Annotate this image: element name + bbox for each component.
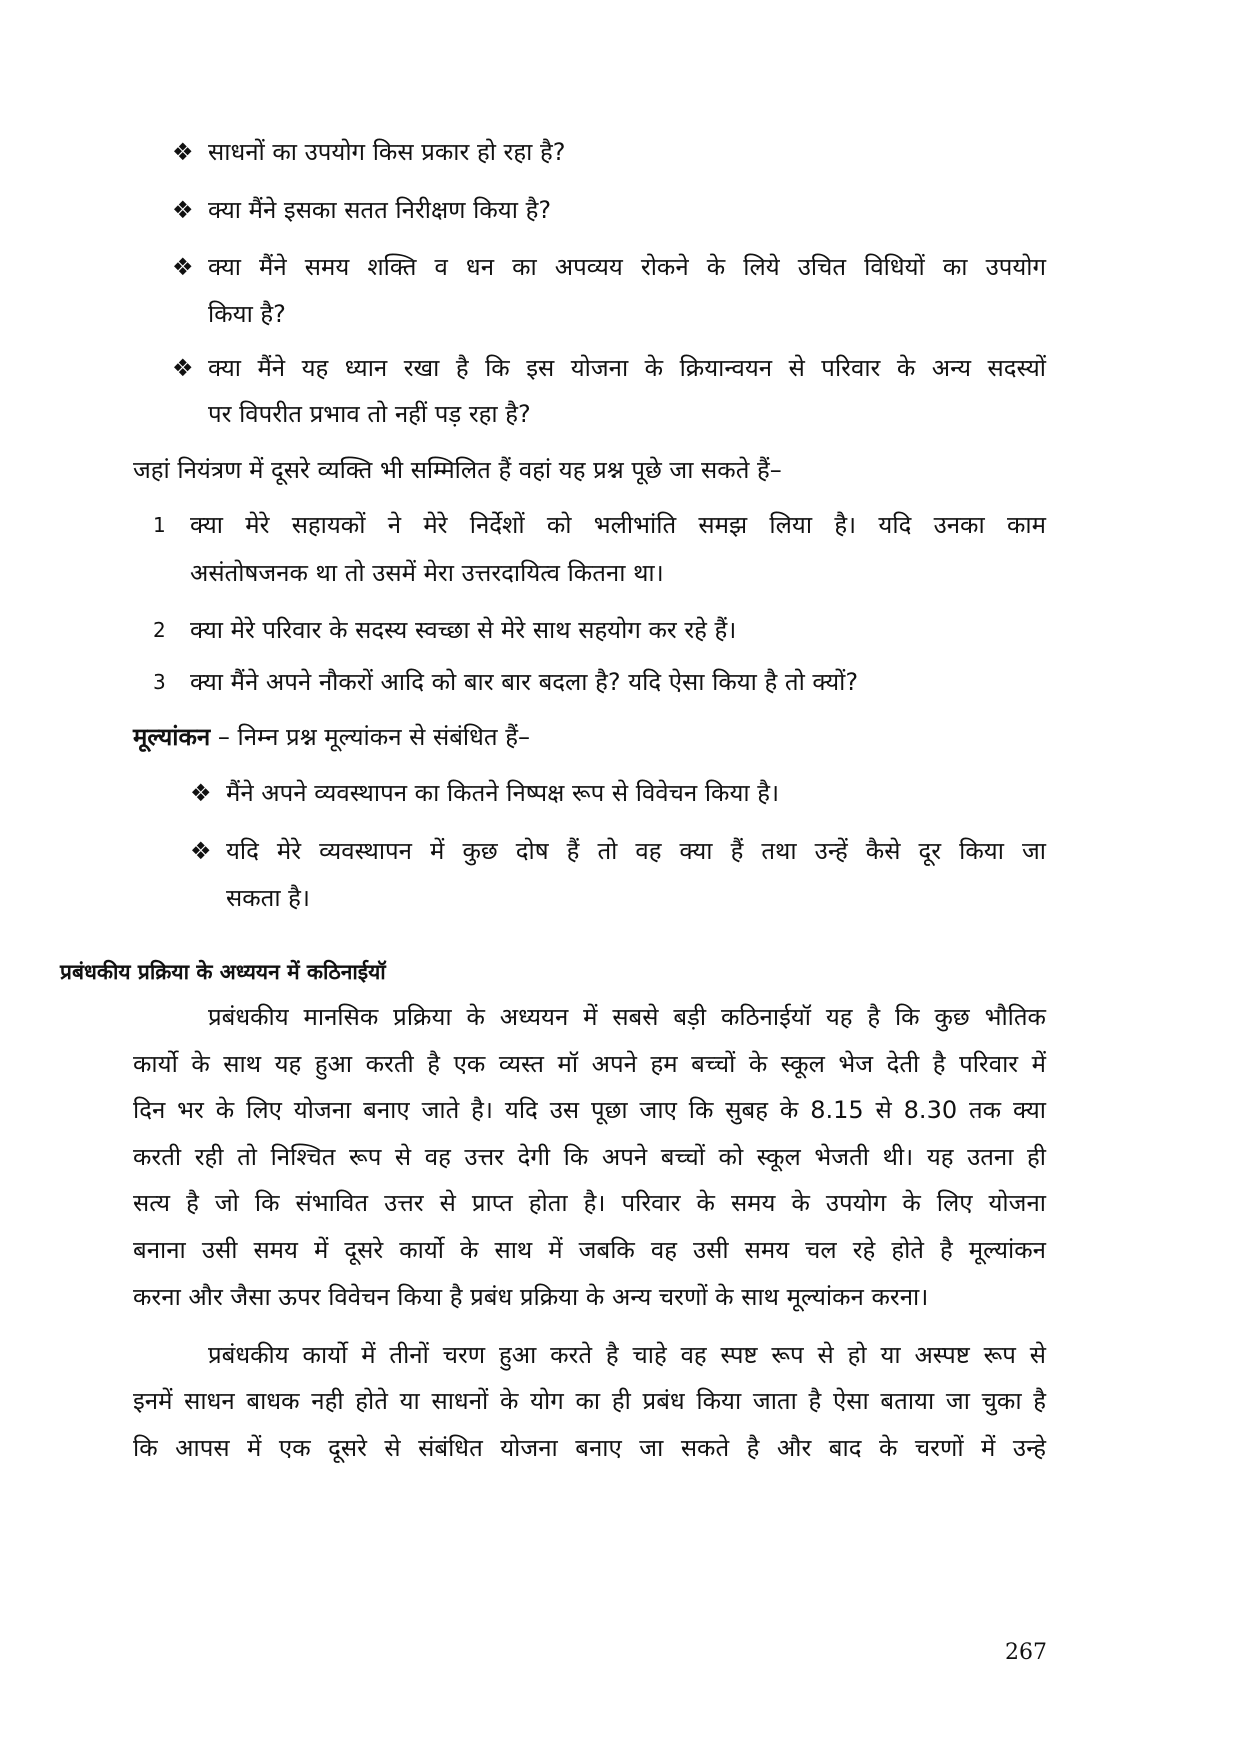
bullet-text-continuation: किया है? — [208, 300, 286, 328]
paragraph-line: इनमें साधन बाधक नही होते या साधनों के योग का ही प्रबंध किया जाता है ऐसा बताया जा चुका है — [133, 1387, 1047, 1415]
list-number: 1 — [153, 513, 166, 537]
bullet-text: साधनों का उपयोग किस प्रकार हो रहा है? — [208, 138, 566, 166]
evaluation-line — [133, 720, 530, 754]
numbered-item-text: क्या मेरे सहायकों ने मेरे निर्देशों को भलीभांति समझ लिया है। यदि उनका काम — [190, 511, 1046, 539]
paragraph-line: करना और जैसा ऊपर विवेचन किया है प्रबंध प्रक्रिया के अन्य चरणों के साथ मूल्यांकन करना। — [133, 1283, 929, 1311]
intro-line: जहां नियंत्रण में दूसरे व्यक्ति भी सम्मिलित हैं वहां यह प्रश्न पूछे जा सकते हैं– — [133, 456, 782, 484]
section-heading: प्रबंधकीय प्रक्रिया के अध्ययन में कठिनाईयॉ — [60, 960, 386, 984]
diamond-bullet-icon: ❖ — [172, 196, 194, 224]
numbered-item-text: क्या मैंने अपने नौकरों आदि को बार बार बदला है? यदि ऐसा किया है तो क्यों? — [190, 668, 859, 696]
paragraph-line: कि आपस में एक दूसरे से संबंधित योजना बनाए जा सकते है और बाद के चरणों में उन्हे — [133, 1434, 1046, 1462]
page-number: 267 — [1005, 1640, 1047, 1665]
paragraph-line: प्रबंधकीय मानसिक प्रक्रिया के अध्ययन में सबसे बड़ी कठिनाईयॉ यह है कि कुछ भौतिक — [208, 1003, 1046, 1031]
diamond-bullet-icon: ❖ — [172, 253, 194, 281]
paragraph-line: दिन भर के लिए योजना बनाए जाते है। यदि उस पूछा जाए कि सुबह के 8.15 से 8.30 तक क्या — [133, 1096, 1046, 1124]
bullet-text-continuation: सकता है। — [226, 884, 311, 912]
diamond-bullet-icon: ❖ — [172, 138, 194, 166]
evaluation-text: – निम्न प्रश्न मूल्यांकन से संबंधित हैं– — [210, 723, 530, 751]
bullet-text: क्या मैंने इसका सतत निरीक्षण किया है? — [208, 196, 552, 224]
paragraph-line: प्रबंधकीय कार्यो में तीनों चरण हुआ करते है चाहे वह स्पष्ट रूप से हो या अस्पष्ट रूप से — [208, 1341, 1046, 1369]
bullet-text: क्या मैंने यह ध्यान रखा है कि इस योजना के क्रियान्वयन से परिवार के अन्य सदस्यों — [208, 354, 1046, 382]
list-number: 3 — [153, 670, 166, 694]
diamond-bullet-icon: ❖ — [190, 779, 212, 807]
numbered-item-continuation: असंतोषजनक था तो उसमें मेरा उत्तरदायित्व कितना था। — [190, 559, 664, 587]
bullet-text: यदि मेरे व्यवस्थापन में कुछ दोष हैं तो वह क्या हैं तथा उन्हें कैसे दूर किया जा — [226, 837, 1046, 865]
bullet-text-continuation: पर विपरीत प्रभाव तो नहीं पड़ रहा है? — [208, 400, 531, 428]
paragraph-line: करती रही तो निश्चित रूप से वह उत्तर देगी कि अपने बच्चों को स्कूल भेजती थी। यह उतना ही — [133, 1143, 1046, 1171]
numbered-item-text: क्या मेरे परिवार के सदस्य स्वच्छा से मेरे साथ सहयोग कर रहे हैं। — [190, 616, 737, 644]
diamond-bullet-icon: ❖ — [172, 354, 194, 382]
bullet-text: क्या मैंने समय शक्ति व धन का अपव्यय रोकने के लिये उचित विधियों का उपयोग — [208, 253, 1046, 281]
paragraph-line: सत्य है जो कि संभावित उत्तर से प्राप्त होता है। परिवार के समय के उपयोग के लिए योजना — [133, 1189, 1046, 1217]
paragraph-line: कार्यो के साथ यह हुआ करती है एक व्यस्त मॉ अपने हम बच्चों के स्कूल भेज देती है परिवार में — [133, 1050, 1046, 1078]
evaluation-label: मूल्यांकन — [133, 723, 211, 751]
list-number: 2 — [153, 618, 166, 642]
paragraph-line: बनाना उसी समय में दूसरे कार्यो के साथ में जबकि वह उसी समय चल रहे होते है मूल्यांकन — [133, 1236, 1046, 1264]
diamond-bullet-icon: ❖ — [190, 837, 212, 865]
bullet-text: मैंने अपने व्यवस्थापन का कितने निष्पक्ष रूप से विवेचन किया है। — [226, 779, 780, 807]
